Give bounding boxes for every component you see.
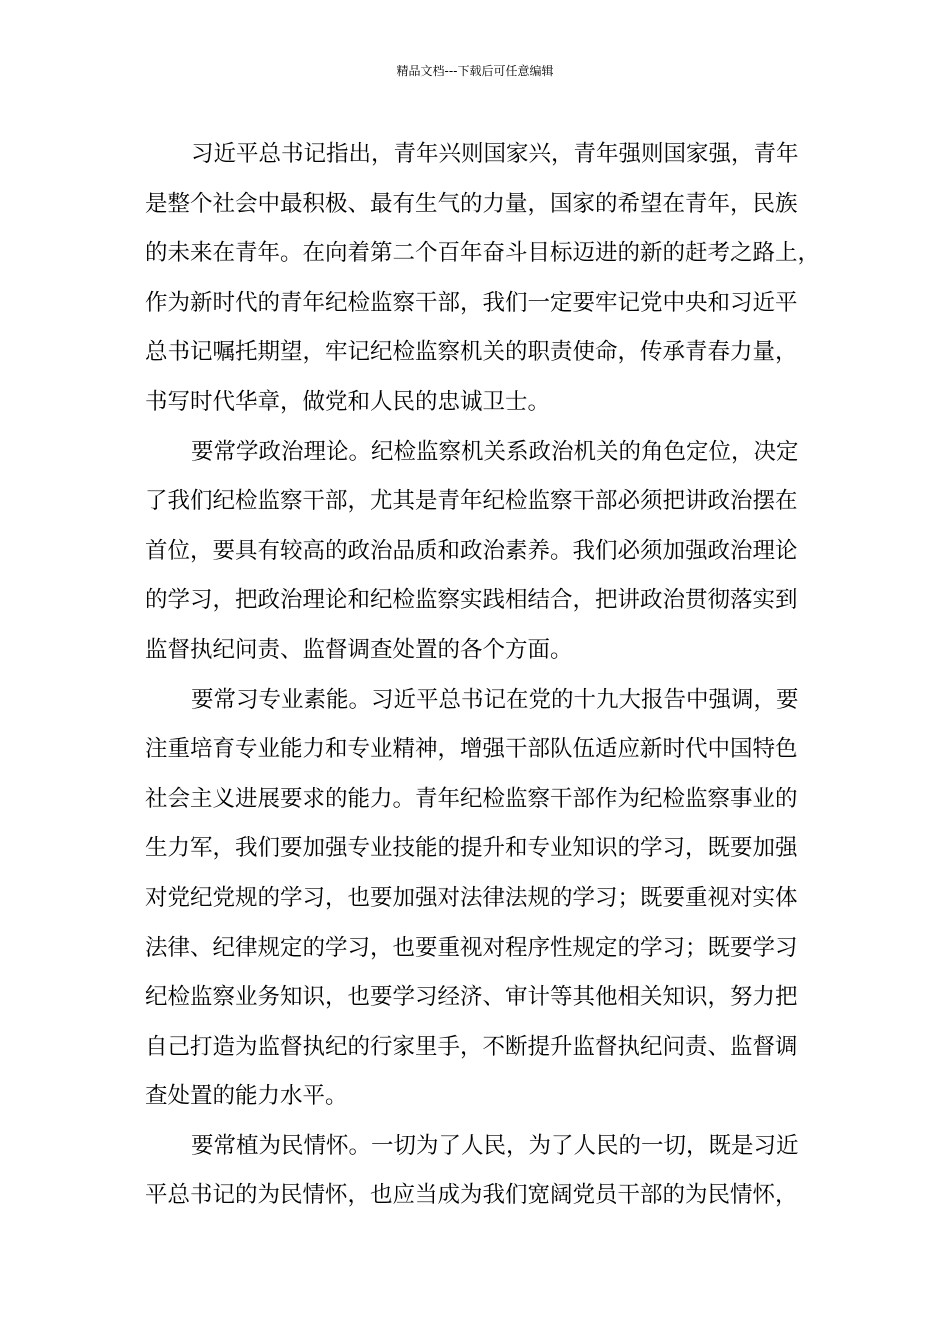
text-line: 是整个社会中最积极、最有生气的力量，国家的希望在青年，民族 — [145, 190, 798, 217]
page-header: 精品文档---下载后可任意编辑 — [396, 64, 554, 78]
text-line: 的学习，把政治理论和纪检监察实践相结合，把讲政治贯彻落实到 — [145, 587, 798, 614]
paragraph — [145, 130, 825, 428]
document-body — [145, 130, 825, 1221]
text-line: 纪检监察业务知识，也要学习经济、审计等其他相关知识，努力把 — [145, 984, 798, 1011]
text-line: 的未来在青年。在向着第二个百年奋斗目标迈进的新的赶考之路上， — [145, 240, 821, 267]
paragraph — [145, 1122, 825, 1221]
paragraph — [145, 676, 825, 1122]
text-line: 首位，要具有较高的政治品质和政治素养。我们必须加强政治理论 — [145, 537, 798, 564]
text-line: 了我们纪检监察干部，尤其是青年纪检监察干部必须把讲政治摆在 — [145, 488, 798, 515]
text-line: 生力军，我们要加强专业技能的提升和专业知识的学习，既要加强 — [145, 835, 798, 862]
paragraph — [145, 428, 825, 676]
text-line: 书写时代华章，做党和人民的忠诚卫士。 — [145, 388, 551, 415]
text-line: 平总书记的为民情怀，也应当成为我们宽阔党员干部的为民情怀， — [145, 1182, 798, 1209]
text-line: 作为新时代的青年纪检监察干部，我们一定要牢记党中央和习近平 — [145, 289, 798, 316]
text-line: 总书记嘱托期望，牢记纪检监察机关的职责使命，传承青春力量， — [145, 339, 798, 366]
text-line: 注重培育专业能力和专业精神，增强干部队伍适应新时代中国特色 — [145, 736, 798, 763]
text-line: 要常习专业素能。习近平总书记在党的十九大报告中强调，要 — [191, 686, 799, 713]
text-line: 监督执纪问责、监督调查处置的各个方面。 — [145, 636, 573, 663]
text-line: 自己打造为监督执纪的行家里手，不断提升监督执纪问责、监督调 — [145, 1033, 798, 1060]
text-line: 对党纪党规的学习，也要加强对法律法规的学习；既要重视对实体 — [145, 884, 798, 911]
text-line: 法律、纪律规定的学习，也要重视对程序性规定的学习；既要学习 — [145, 934, 798, 961]
text-line: 社会主义进展要求的能力。青年纪检监察干部作为纪检监察事业的 — [145, 785, 798, 812]
text-line: 查处置的能力水平。 — [145, 1083, 348, 1110]
text-line: 要常学政治理论。纪检监察机关系政治机关的角色定位，决定 — [191, 438, 799, 465]
text-line: 要常植为民情怀。一切为了人民，为了人民的一切，既是习近 — [191, 1132, 799, 1159]
text-line: 习近平总书记指出，青年兴则国家兴，青年强则国家强，青年 — [191, 141, 799, 167]
